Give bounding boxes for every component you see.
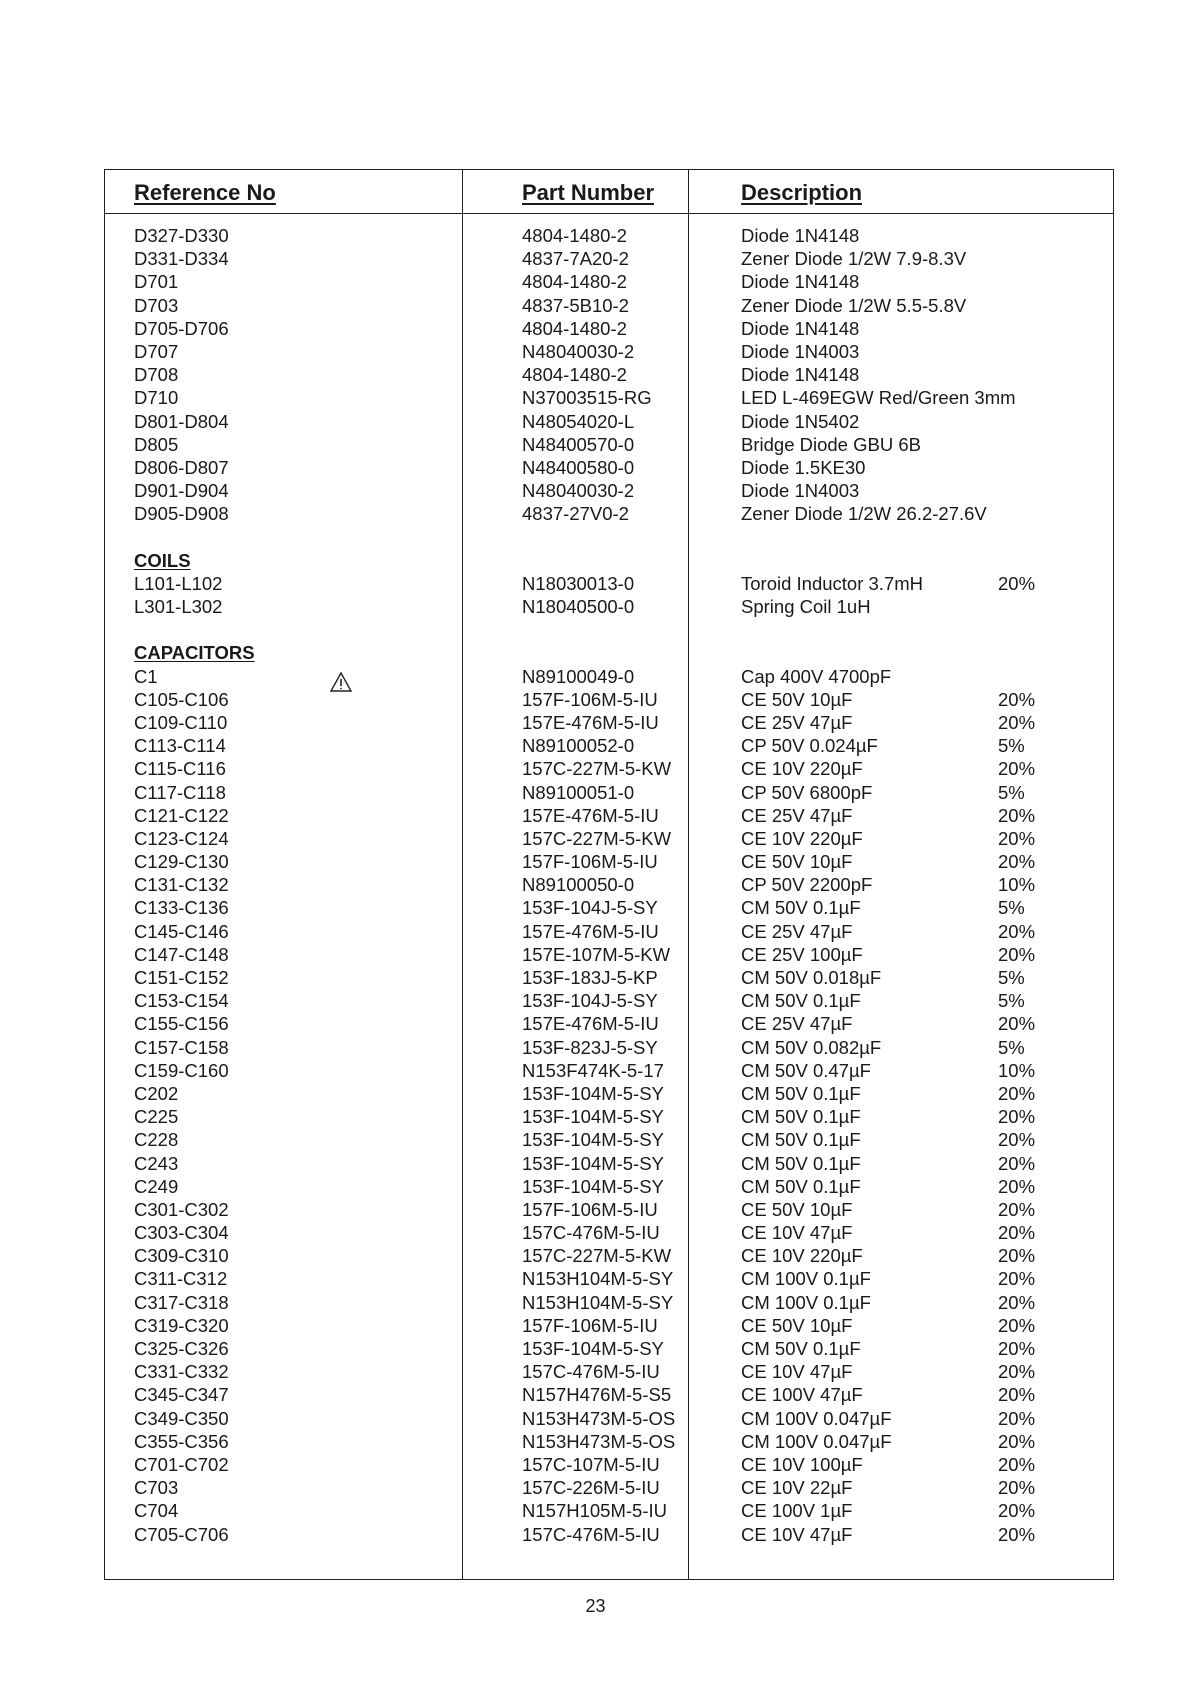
part-number-cell: 157E-476M-5-IU <box>522 804 659 826</box>
tolerance-cell: 20% <box>998 851 1036 873</box>
reference-cell <box>134 525 454 548</box>
description-cell: Zener Diode 1/2W 26.2-27.6V <box>741 503 987 525</box>
reference-cell: C121-C122 <box>134 804 229 826</box>
description-cell: CE 10V 47µF <box>741 1361 853 1383</box>
part-number-cell: N157H476M-5-S5 <box>522 1384 672 1406</box>
part-number-cell: N18040500-0 <box>522 596 635 617</box>
tolerance-cell <box>998 456 1068 479</box>
reference-cell: C159-C160 <box>134 1059 229 1081</box>
part-number-cell: N89100051-0 <box>522 781 635 803</box>
tolerance-cell: 20% <box>998 688 1036 710</box>
description-cell: CM 50V 0.1µF <box>741 897 861 919</box>
reference-cell: C331-C332 <box>134 1361 229 1383</box>
part-number-cell: 4837-27V0-2 <box>522 503 629 525</box>
reference-cell: C705-C706 <box>134 1523 229 1545</box>
description-cell: Toroid Inductor 3.7mH <box>741 572 924 594</box>
tolerance-cell: 20% <box>998 1013 1036 1035</box>
part-number-cell: N37003515-RG <box>522 387 652 409</box>
description-cell: CM 50V 0.082µF <box>741 1036 882 1058</box>
reference-cell: C202 <box>134 1082 179 1104</box>
reference-cell: C157-C158 <box>134 1036 229 1058</box>
reference-cell: C325-C326 <box>134 1338 229 1359</box>
description-cell: Diode 1.5KE30 <box>741 456 866 478</box>
part-number-cell: 157E-476M-5-IU <box>522 1013 659 1035</box>
section-heading: COILS <box>134 549 191 571</box>
description-cell: CM 50V 0.1µF <box>741 1152 861 1174</box>
part-number-cell: 153F-823J-5-SY <box>522 1036 658 1058</box>
part-number-cell: N153H104M-5-SY <box>522 1291 674 1313</box>
reference-cell: C117-C118 <box>134 781 226 803</box>
reference-cell: C249 <box>134 1175 179 1197</box>
reference-cell: C105-C106 <box>134 688 229 710</box>
part-number-cell: 157C-476M-5-IU <box>522 1523 660 1545</box>
reference-cell: D708 <box>134 364 179 386</box>
tolerance-cell: 20% <box>998 1222 1036 1244</box>
description-cell: Diode 1N4003 <box>741 340 860 362</box>
part-number-cell: 157F-106M-5-IU <box>522 1198 658 1220</box>
tolerance-cell: 20% <box>998 1106 1036 1128</box>
description-column <box>741 224 1016 1546</box>
description-cell <box>741 525 1001 548</box>
description-cell: CE 10V 220µF <box>741 1245 863 1267</box>
part-number-cell: 157E-476M-5-IU <box>522 711 659 733</box>
part-number-cell: N153F474K-5-17 <box>522 1059 664 1081</box>
part-number-cell: 153F-104M-5-SY <box>522 1152 664 1174</box>
reference-cell: D905-D908 <box>134 503 229 525</box>
part-number-cell: N89100049-0 <box>522 665 635 687</box>
reference-cell: C109-C110 <box>134 711 228 733</box>
tolerance-cell <box>998 595 1068 618</box>
description-cell: CM 100V 0.047µF <box>741 1430 892 1452</box>
reference-cell: D707 <box>134 340 179 362</box>
reference-cell: D801-D804 <box>134 410 229 432</box>
part-number-cell: 153F-104M-5-SY <box>522 1082 664 1104</box>
tolerance-column <box>998 224 1068 1546</box>
tolerance-cell <box>998 294 1068 317</box>
part-number-cell: 4804-1480-2 <box>522 364 627 386</box>
tolerance-cell: 20% <box>998 943 1036 965</box>
column-divider <box>462 169 463 1580</box>
description-cell: Diode 1N4003 <box>741 480 860 502</box>
description-cell: CE 100V 1µF <box>741 1500 853 1522</box>
tolerance-cell: 20% <box>998 1338 1036 1359</box>
reference-cell: C228 <box>134 1129 179 1151</box>
tolerance-cell: 20% <box>998 1477 1036 1499</box>
reference-cell: C153-C154 <box>134 990 229 1012</box>
tolerance-cell: 20% <box>998 1175 1036 1197</box>
description-cell: CM 100V 0.1µF <box>741 1268 871 1290</box>
description-cell <box>741 641 1001 664</box>
tolerance-cell <box>998 549 1068 572</box>
tolerance-cell: 20% <box>998 804 1036 826</box>
reference-cell: C345-C347 <box>134 1384 229 1406</box>
tolerance-cell <box>998 386 1068 409</box>
section-heading: CAPACITORS <box>134 642 255 664</box>
description-cell: CE 25V 47µF <box>741 920 853 942</box>
part-number-cell: 157C-226M-5-IU <box>522 1477 660 1499</box>
description-cell: CE 50V 10µF <box>741 1314 853 1336</box>
part-number-cell: 157C-227M-5-KW <box>522 827 672 849</box>
description-cell: CE 10V 220µF <box>741 758 863 780</box>
tolerance-cell: 20% <box>998 758 1036 780</box>
tolerance-cell: 5% <box>998 781 1025 803</box>
tolerance-cell: 20% <box>998 711 1036 733</box>
description-cell: Diode 1N4148 <box>741 317 860 339</box>
description-cell <box>741 618 1001 641</box>
description-cell: Bridge Diode GBU 6B <box>741 433 921 455</box>
reference-cell: C701-C702 <box>134 1453 229 1475</box>
tolerance-cell: 20% <box>998 1152 1036 1174</box>
part-number-cell: 153F-183J-5-KP <box>522 967 658 988</box>
tolerance-cell: 20% <box>998 1361 1036 1383</box>
description-cell: CE 50V 10µF <box>741 1198 853 1220</box>
description-cell: CE 25V 47µF <box>741 804 853 826</box>
description-cell: CE 10V 220µF <box>741 827 863 849</box>
tolerance-cell: 20% <box>998 1198 1036 1220</box>
part-number-cell <box>522 641 692 664</box>
description-cell: CM 50V 0.1µF <box>741 990 861 1012</box>
part-number-cell: 157C-476M-5-IU <box>522 1222 660 1244</box>
tolerance-cell <box>998 270 1068 293</box>
tolerance-cell: 20% <box>998 1500 1036 1522</box>
page-number: 23 <box>585 1596 606 1616</box>
header-reference-no: Reference No <box>134 180 276 205</box>
tolerance-cell: 20% <box>998 1430 1036 1452</box>
part-number-cell: 4837-5B10-2 <box>522 294 629 316</box>
reference-cell: D806-D807 <box>134 456 229 478</box>
tolerance-cell <box>998 224 1068 247</box>
part-number-cell: 153F-104M-5-SY <box>522 1175 664 1197</box>
tolerance-cell: 20% <box>998 1407 1036 1429</box>
tolerance-cell: 5% <box>998 735 1025 757</box>
description-cell: CM 50V 0.1µF <box>741 1338 861 1359</box>
part-number-cell: 157C-227M-5-KW <box>522 1245 672 1267</box>
description-cell: CE 10V 100µF <box>741 1453 863 1475</box>
reference-cell: D703 <box>134 294 179 316</box>
part-number-cell: 157E-476M-5-IU <box>522 920 659 942</box>
part-number-cell: 4804-1480-2 <box>522 317 627 339</box>
part-number-cell: N48400570-0 <box>522 433 635 455</box>
tolerance-cell <box>998 433 1068 456</box>
tolerance-cell: 20% <box>998 1129 1036 1151</box>
reference-cell: C355-C356 <box>134 1430 229 1452</box>
warning-triangle-icon <box>330 672 352 692</box>
reference-cell: D701 <box>134 271 179 293</box>
reference-cell: L301-L302 <box>134 596 223 617</box>
tolerance-cell: 5% <box>998 1036 1025 1058</box>
tolerance-cell <box>998 363 1068 386</box>
reference-cell: D805 <box>134 433 179 455</box>
part-number-cell: N48054020-L <box>522 410 635 432</box>
description-cell: CE 10V 47µF <box>741 1222 853 1244</box>
reference-column <box>134 224 454 1546</box>
description-cell: Diode 1N5402 <box>741 410 860 432</box>
reference-cell: C1 <box>134 665 158 687</box>
description-cell: CE 25V 47µF <box>741 711 853 733</box>
reference-cell: C317-C318 <box>134 1291 229 1313</box>
reference-cell <box>134 618 454 641</box>
tolerance-cell: 20% <box>998 1245 1036 1267</box>
description-cell: Cap 400V 4700pF <box>741 665 892 687</box>
tolerance-cell: 20% <box>998 572 1036 594</box>
reference-cell: C319-C320 <box>134 1314 229 1336</box>
part-number-cell: 4804-1480-2 <box>522 271 627 293</box>
tolerance-cell: 20% <box>998 1082 1036 1104</box>
tolerance-cell <box>998 641 1068 664</box>
reference-cell: C133-C136 <box>134 897 229 919</box>
tolerance-cell: 20% <box>998 1291 1036 1313</box>
description-cell: Diode 1N4148 <box>741 364 860 386</box>
description-cell: CM 100V 0.047µF <box>741 1407 892 1429</box>
reference-cell: D710 <box>134 387 179 409</box>
part-number-cell <box>522 549 692 572</box>
reference-cell: C703 <box>134 1477 179 1499</box>
tolerance-cell <box>998 247 1068 270</box>
tolerance-cell: 10% <box>998 1059 1036 1081</box>
tolerance-cell: 20% <box>998 1268 1036 1290</box>
part-number-cell: 157C-227M-5-KW <box>522 758 672 780</box>
description-cell <box>741 549 1001 572</box>
part-number-cell: N157H105M-5-IU <box>522 1500 667 1522</box>
reference-cell: C129-C130 <box>134 851 229 873</box>
description-cell: CM 50V 0.47µF <box>741 1059 871 1081</box>
part-number-column <box>522 224 692 1546</box>
part-number-cell: 157F-106M-5-IU <box>522 688 658 710</box>
tolerance-cell: 10% <box>998 874 1036 896</box>
description-cell: CE 10V 47µF <box>741 1523 853 1545</box>
reference-cell: D327-D330 <box>134 225 229 246</box>
description-cell: CM 50V 0.018µF <box>741 967 882 988</box>
tolerance-cell <box>998 618 1068 641</box>
tolerance-cell: 20% <box>998 920 1036 942</box>
reference-cell: C301-C302 <box>134 1198 229 1220</box>
tolerance-cell: 5% <box>998 897 1025 919</box>
reference-cell: C243 <box>134 1152 179 1174</box>
tolerance-cell: 5% <box>998 967 1025 988</box>
reference-cell: D901-D904 <box>134 480 229 502</box>
tolerance-cell: 20% <box>998 827 1036 849</box>
description-cell: CE 50V 10µF <box>741 688 853 710</box>
header-description: Description <box>741 180 863 205</box>
part-number-cell: 157C-107M-5-IU <box>522 1453 660 1475</box>
description-cell: Zener Diode 1/2W 7.9-8.3V <box>741 248 967 270</box>
tolerance-cell: 20% <box>998 1453 1036 1475</box>
reference-cell: C115-C116 <box>134 758 226 780</box>
description-cell: CM 50V 0.1µF <box>741 1175 861 1197</box>
description-cell: CE 50V 10µF <box>741 851 853 873</box>
part-number-cell: 157F-106M-5-IU <box>522 1314 658 1336</box>
header-part-number: Part Number <box>522 180 655 205</box>
reference-cell: C113-C114 <box>134 735 226 757</box>
part-number-cell: 4804-1480-2 <box>522 225 627 246</box>
reference-cell: C145-C146 <box>134 920 229 942</box>
part-number-cell <box>522 618 692 641</box>
description-cell: Diode 1N4148 <box>741 225 860 246</box>
description-cell: CE 25V 47µF <box>741 1013 853 1035</box>
description-cell: LED L-469EGW Red/Green 3mm <box>741 387 1016 409</box>
tolerance-cell <box>998 665 1068 688</box>
part-number-cell: 153F-104M-5-SY <box>522 1129 664 1151</box>
tolerance-cell <box>998 317 1068 340</box>
description-cell: Diode 1N4148 <box>741 271 860 293</box>
part-number-cell: N18030013-0 <box>522 572 635 594</box>
description-cell: CM 100V 0.1µF <box>741 1291 871 1313</box>
tolerance-cell <box>998 410 1068 433</box>
description-cell: CE 25V 100µF <box>741 943 863 965</box>
description-cell: CE 100V 47µF <box>741 1384 863 1406</box>
part-number-cell: N89100052-0 <box>522 735 635 757</box>
reference-cell: C147-C148 <box>134 943 229 965</box>
reference-cell: C303-C304 <box>134 1222 229 1244</box>
description-cell: CM 50V 0.1µF <box>741 1106 861 1128</box>
reference-cell: D331-D334 <box>134 248 229 270</box>
part-number-cell: N153H104M-5-SY <box>522 1268 674 1290</box>
description-cell: Spring Coil 1uH <box>741 596 871 617</box>
description-cell: Zener Diode 1/2W 5.5-5.8V <box>741 294 967 316</box>
reference-cell: C704 <box>134 1500 179 1522</box>
reference-cell: C311-C312 <box>134 1268 228 1290</box>
part-number-cell: N48040030-2 <box>522 480 635 502</box>
reference-cell: D705-D706 <box>134 317 229 339</box>
part-number-cell <box>522 525 692 548</box>
tolerance-cell: 20% <box>998 1314 1036 1336</box>
reference-cell: C123-C124 <box>134 827 229 849</box>
reference-cell: C225 <box>134 1106 179 1128</box>
reference-cell: L101-L102 <box>134 572 223 594</box>
part-number-cell: 153F-104J-5-SY <box>522 990 658 1012</box>
part-number-cell: 153F-104J-5-SY <box>522 897 658 919</box>
part-number-cell: 153F-104M-5-SY <box>522 1106 664 1128</box>
reference-cell: C155-C156 <box>134 1013 229 1035</box>
tolerance-cell <box>998 525 1068 548</box>
description-cell: CM 50V 0.1µF <box>741 1129 861 1151</box>
tolerance-cell: 5% <box>998 990 1025 1012</box>
part-number-cell: 153F-104M-5-SY <box>522 1338 664 1359</box>
part-number-cell: N153H473M-5-OS <box>522 1407 676 1429</box>
tolerance-cell <box>998 502 1068 525</box>
part-number-cell: 157C-476M-5-IU <box>522 1361 660 1383</box>
part-number-cell: 157E-107M-5-KW <box>522 943 671 965</box>
description-cell: CE 10V 22µF <box>741 1477 853 1499</box>
reference-cell: C151-C152 <box>134 967 229 988</box>
tolerance-cell <box>998 340 1068 363</box>
part-number-cell: 4837-7A20-2 <box>522 248 629 270</box>
description-cell: CP 50V 6800pF <box>741 781 873 803</box>
tolerance-cell: 20% <box>998 1523 1036 1545</box>
reference-cell: C131-C132 <box>134 874 229 896</box>
description-cell: CP 50V 0.024µF <box>741 735 878 757</box>
tolerance-cell <box>998 479 1068 502</box>
part-number-cell: N48400580-0 <box>522 456 635 478</box>
reference-cell: C349-C350 <box>134 1407 229 1429</box>
description-cell: CP 50V 2200pF <box>741 874 873 896</box>
part-number-cell: N48040030-2 <box>522 340 635 362</box>
part-number-cell: N89100050-0 <box>522 874 635 896</box>
description-cell: CM 50V 0.1µF <box>741 1082 861 1104</box>
part-number-cell: 157F-106M-5-IU <box>522 851 658 873</box>
header-divider <box>104 213 1114 214</box>
reference-cell: C309-C310 <box>134 1245 229 1267</box>
tolerance-cell: 20% <box>998 1384 1036 1406</box>
part-number-cell: N153H473M-5-OS <box>522 1430 676 1452</box>
